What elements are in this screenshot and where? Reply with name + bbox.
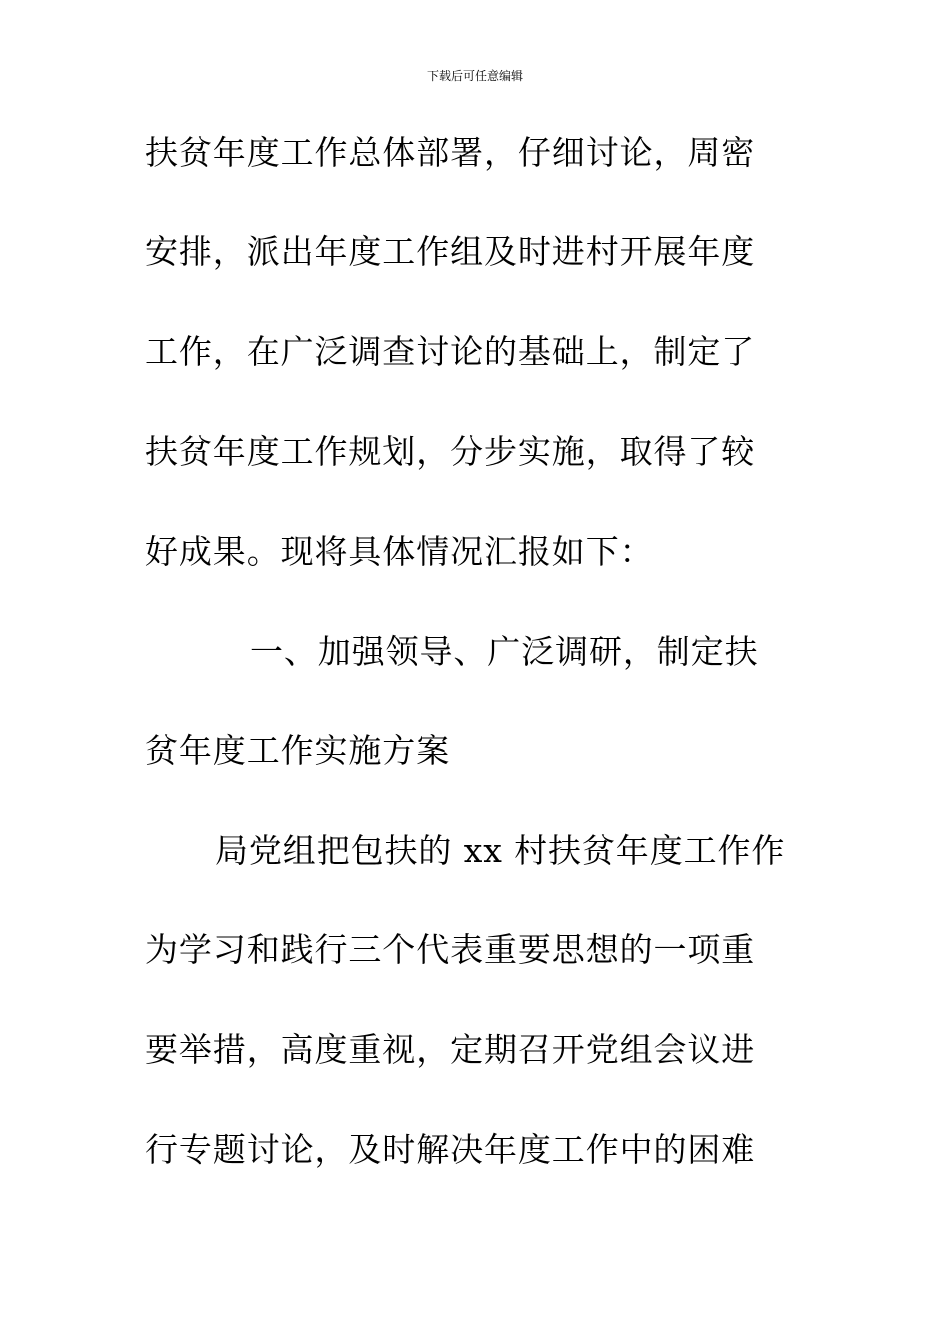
body-text-line: 扶贫年度工作总体部署，仔细讨论，周密 bbox=[145, 133, 756, 172]
body-text-line: 扶贫年度工作规划，分步实施，取得了较 bbox=[145, 432, 756, 471]
body-text-line: 为学习和践行三个代表重要思想的一项重 bbox=[145, 930, 756, 969]
body-text-line: 安排，派出年度工作组及时进村开展年度 bbox=[145, 232, 756, 271]
body-text-line: 工作，在广泛调查讨论的基础上，制定了 bbox=[145, 332, 756, 371]
body-text-line: 好成果。现将具体情况汇报如下： bbox=[145, 532, 654, 571]
download-note: 下载后可任意编辑 bbox=[426, 69, 523, 83]
body-text-line: 局党组把包扶的 xx 村扶贫年度工作作 bbox=[215, 831, 786, 870]
body-text-line: 要举措，高度重视，定期召开党组会议进 bbox=[145, 1030, 756, 1069]
section-heading-line: 一、加强领导、广泛调研，制定扶 bbox=[250, 632, 759, 671]
section-heading-line: 贫年度工作实施方案 bbox=[145, 731, 451, 770]
body-text-line: 行专题讨论，及时解决年度工作中的困难 bbox=[145, 1130, 756, 1169]
